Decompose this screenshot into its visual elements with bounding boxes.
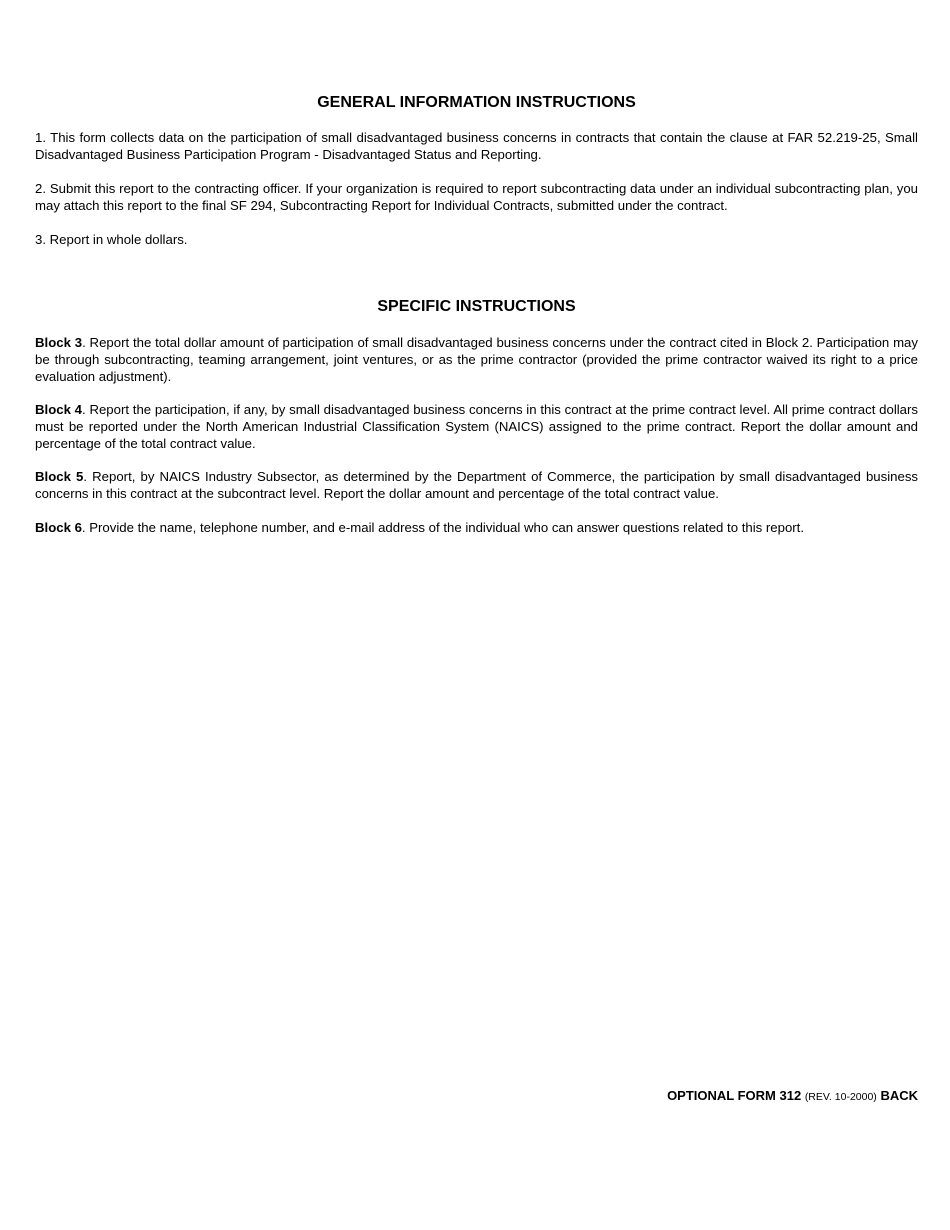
instructions-page <box>35 0 918 1230</box>
block-3-label: Block 3 <box>35 335 83 350</box>
specific-instructions-heading: SPECIFIC INSTRUCTIONS <box>377 298 576 315</box>
block-4-instruction <box>35 402 918 452</box>
form-side: BACK <box>880 1088 918 1103</box>
block-6-instruction <box>35 520 918 537</box>
general-item-1: 1. This form collects data on the participation of small disadvantaged business concerns in contracts that contain the clause at FAR 52.219-25, Small Disadvantaged Business Participation Program - Disadvantaged Status and Reporting. <box>35 130 918 162</box>
general-information-heading: GENERAL INFORMATION INSTRUCTIONS <box>317 94 636 111</box>
block-6-text: . Provide the name, telephone number, and e-mail address of the individual who can answer questions related to this report. <box>81 520 804 535</box>
form-name: OPTIONAL FORM 312 <box>667 1088 802 1103</box>
block-5-instruction <box>35 469 918 503</box>
block-4-label: Block 4 <box>35 402 83 417</box>
general-item-2: 2. Submit this report to the contracting officer. If your organization is required to report subcontracting data under an individual subcontracting plan, you may attach this report to the final SF 294, Subcontracting Report for Individual Contracts, submitted under the contract. <box>35 181 918 213</box>
general-item-3: 3. Report in whole dollars. <box>35 232 188 247</box>
block-3-text: . Report the total dollar amount of participation of small disadvantaged business concerns under the contract cited in Block 2. Participation may be through subcontracting, teaming arrangement, joint ventures, or as the prime contractor (provided the prime contractor waived its right to a price evaluation adjustment). <box>35 335 918 384</box>
block-5-label: Block 5 <box>35 469 84 484</box>
form-revision: (REV. 10-2000) <box>804 1091 877 1103</box>
block-4-text: . Report the participation, if any, by small disadvantaged business concerns in this contract at the prime contract level. All prime contract dollars must be reported under the North American Industrial Classification System (NAICS) assigned to the prime contract. Report the dollar amount and percentage of the total contract value. <box>35 402 918 451</box>
block-6-label: Block 6 <box>35 520 82 535</box>
block-3-instruction <box>35 335 918 385</box>
block-5-text: . Report, by NAICS Industry Subsector, as determined by the Department of Commerce, the participation by small disadvantaged business concerns in this contract at the subcontract level. Report the dollar amount and percentage of the total contract value. <box>35 469 919 501</box>
form-footer <box>667 1088 918 1105</box>
